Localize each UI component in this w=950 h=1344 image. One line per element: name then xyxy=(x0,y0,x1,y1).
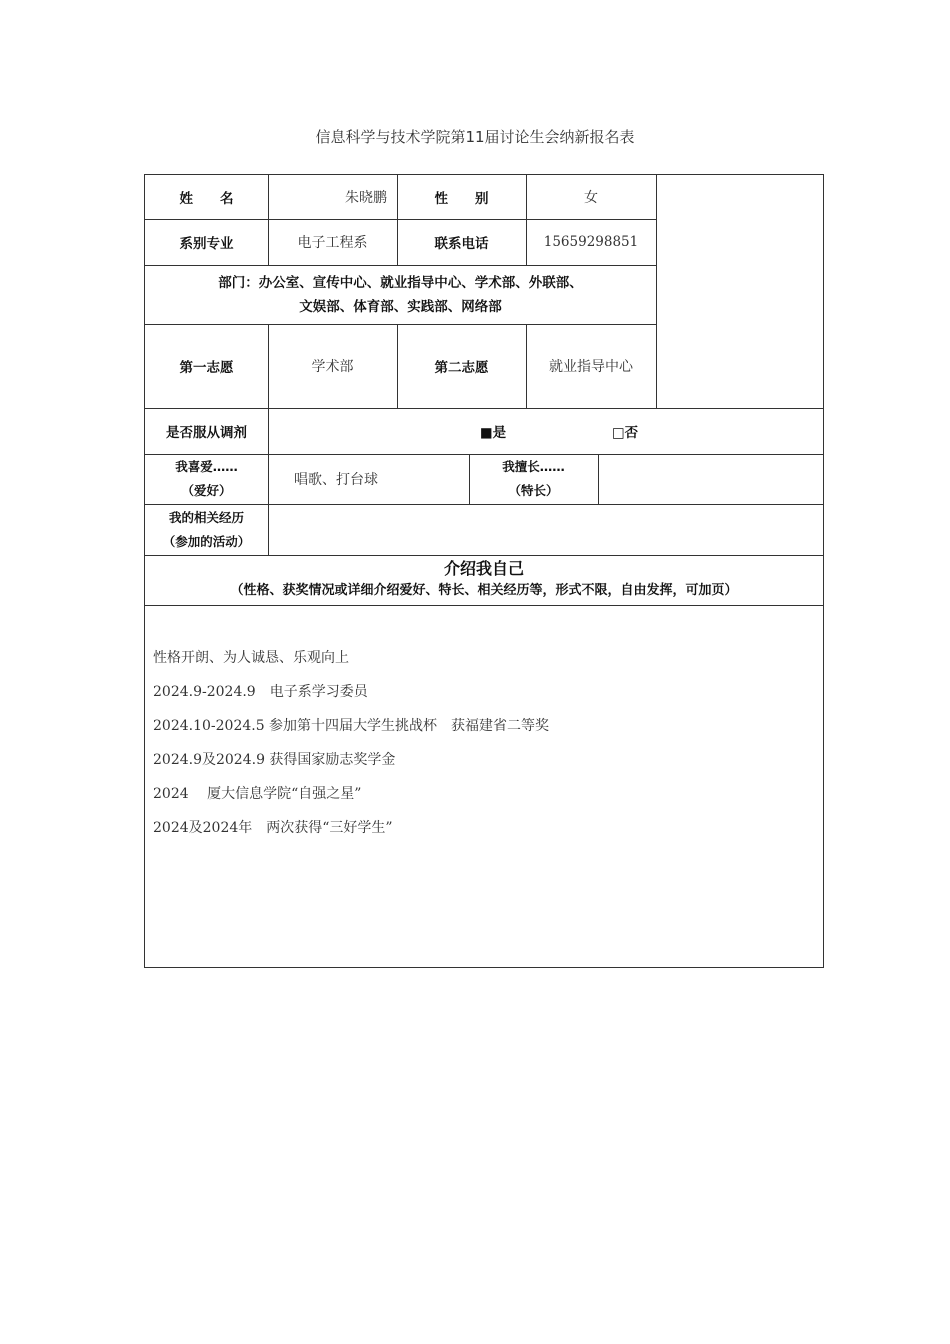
intro-heading: 介绍我自己 xyxy=(443,559,524,578)
experience-label-line-1: 我的相关经历 xyxy=(168,509,244,525)
departments-line-2: 文娱部、体育部、实践部、网络部 xyxy=(299,298,502,315)
intro-line: 2024.9-2024.9 电子系学习委员 xyxy=(153,684,368,700)
registration-form xyxy=(144,174,824,968)
adjust-yes-checkbox[interactable]: ■是 xyxy=(479,425,507,441)
intro-body[interactable] xyxy=(153,607,813,845)
skill-label-line-1: 我擅长…… xyxy=(502,459,565,474)
experience-label-line-2: （参加的活动） xyxy=(162,533,251,549)
hobby-value[interactable]: 唱歌、打台球 xyxy=(294,472,378,488)
hobby-label-line-2: （爱好） xyxy=(181,483,232,498)
experience-value[interactable] xyxy=(268,504,823,555)
second-choice-value[interactable]: 就业指导中心 xyxy=(549,359,633,375)
intro-line: 2024及2024年 两次获得“三好学生” xyxy=(153,820,393,836)
row-divider xyxy=(145,605,823,606)
experience-label xyxy=(145,504,268,555)
phone-value[interactable]: 15659298851 xyxy=(543,234,639,250)
intro-line: 2024.9及2024.9 获得国家励志奖学金 xyxy=(153,752,396,768)
skill-value[interactable] xyxy=(598,454,823,504)
adjust-no-checkbox[interactable]: □否 xyxy=(611,425,639,441)
second-choice-label: 第二志愿 xyxy=(434,360,489,376)
intro-line: 2024.10-2024.5 参加第十四届大学生挑战杯 获福建省二等奖 xyxy=(153,718,550,734)
name-value[interactable]: 朱晓鹏 xyxy=(345,190,387,206)
form-title: 信息科学与技术学院第11届讨论生会纳新报名表 xyxy=(315,128,635,146)
first-choice-value[interactable]: 学术部 xyxy=(311,359,354,375)
name-label: 姓 名 xyxy=(179,191,234,207)
col-divider xyxy=(268,408,269,454)
adjust-label: 是否服从调剂 xyxy=(166,425,247,441)
skill-label-line-2: （特长） xyxy=(508,483,559,498)
intro-header xyxy=(145,555,823,605)
skill-label xyxy=(469,454,598,504)
hobby-label xyxy=(145,454,268,504)
phone-label: 联系电话 xyxy=(434,236,489,252)
major-value[interactable]: 电子工程系 xyxy=(297,235,368,251)
departments-line-1: 部门：办公室、宣传中心、就业指导中心、学术部、外联部、 xyxy=(218,274,583,291)
gender-value[interactable]: 女 xyxy=(584,190,598,206)
gender-label: 性 别 xyxy=(434,191,489,207)
first-choice-label: 第一志愿 xyxy=(179,360,234,376)
intro-subheading: （性格、获奖情况或详细介绍爱好、特长、相关经历等，形式不限，自由发挥，可加页） xyxy=(230,583,738,598)
hobby-label-line-1: 我喜爱…… xyxy=(175,459,238,474)
departments-list xyxy=(145,265,656,324)
intro-line: 性格开朗、为人诚恳、乐观向上 xyxy=(153,650,349,666)
photo-area xyxy=(656,175,823,408)
major-label: 系别专业 xyxy=(179,236,234,252)
intro-line: 2024 厦大信息学院“自强之星” xyxy=(153,786,362,802)
